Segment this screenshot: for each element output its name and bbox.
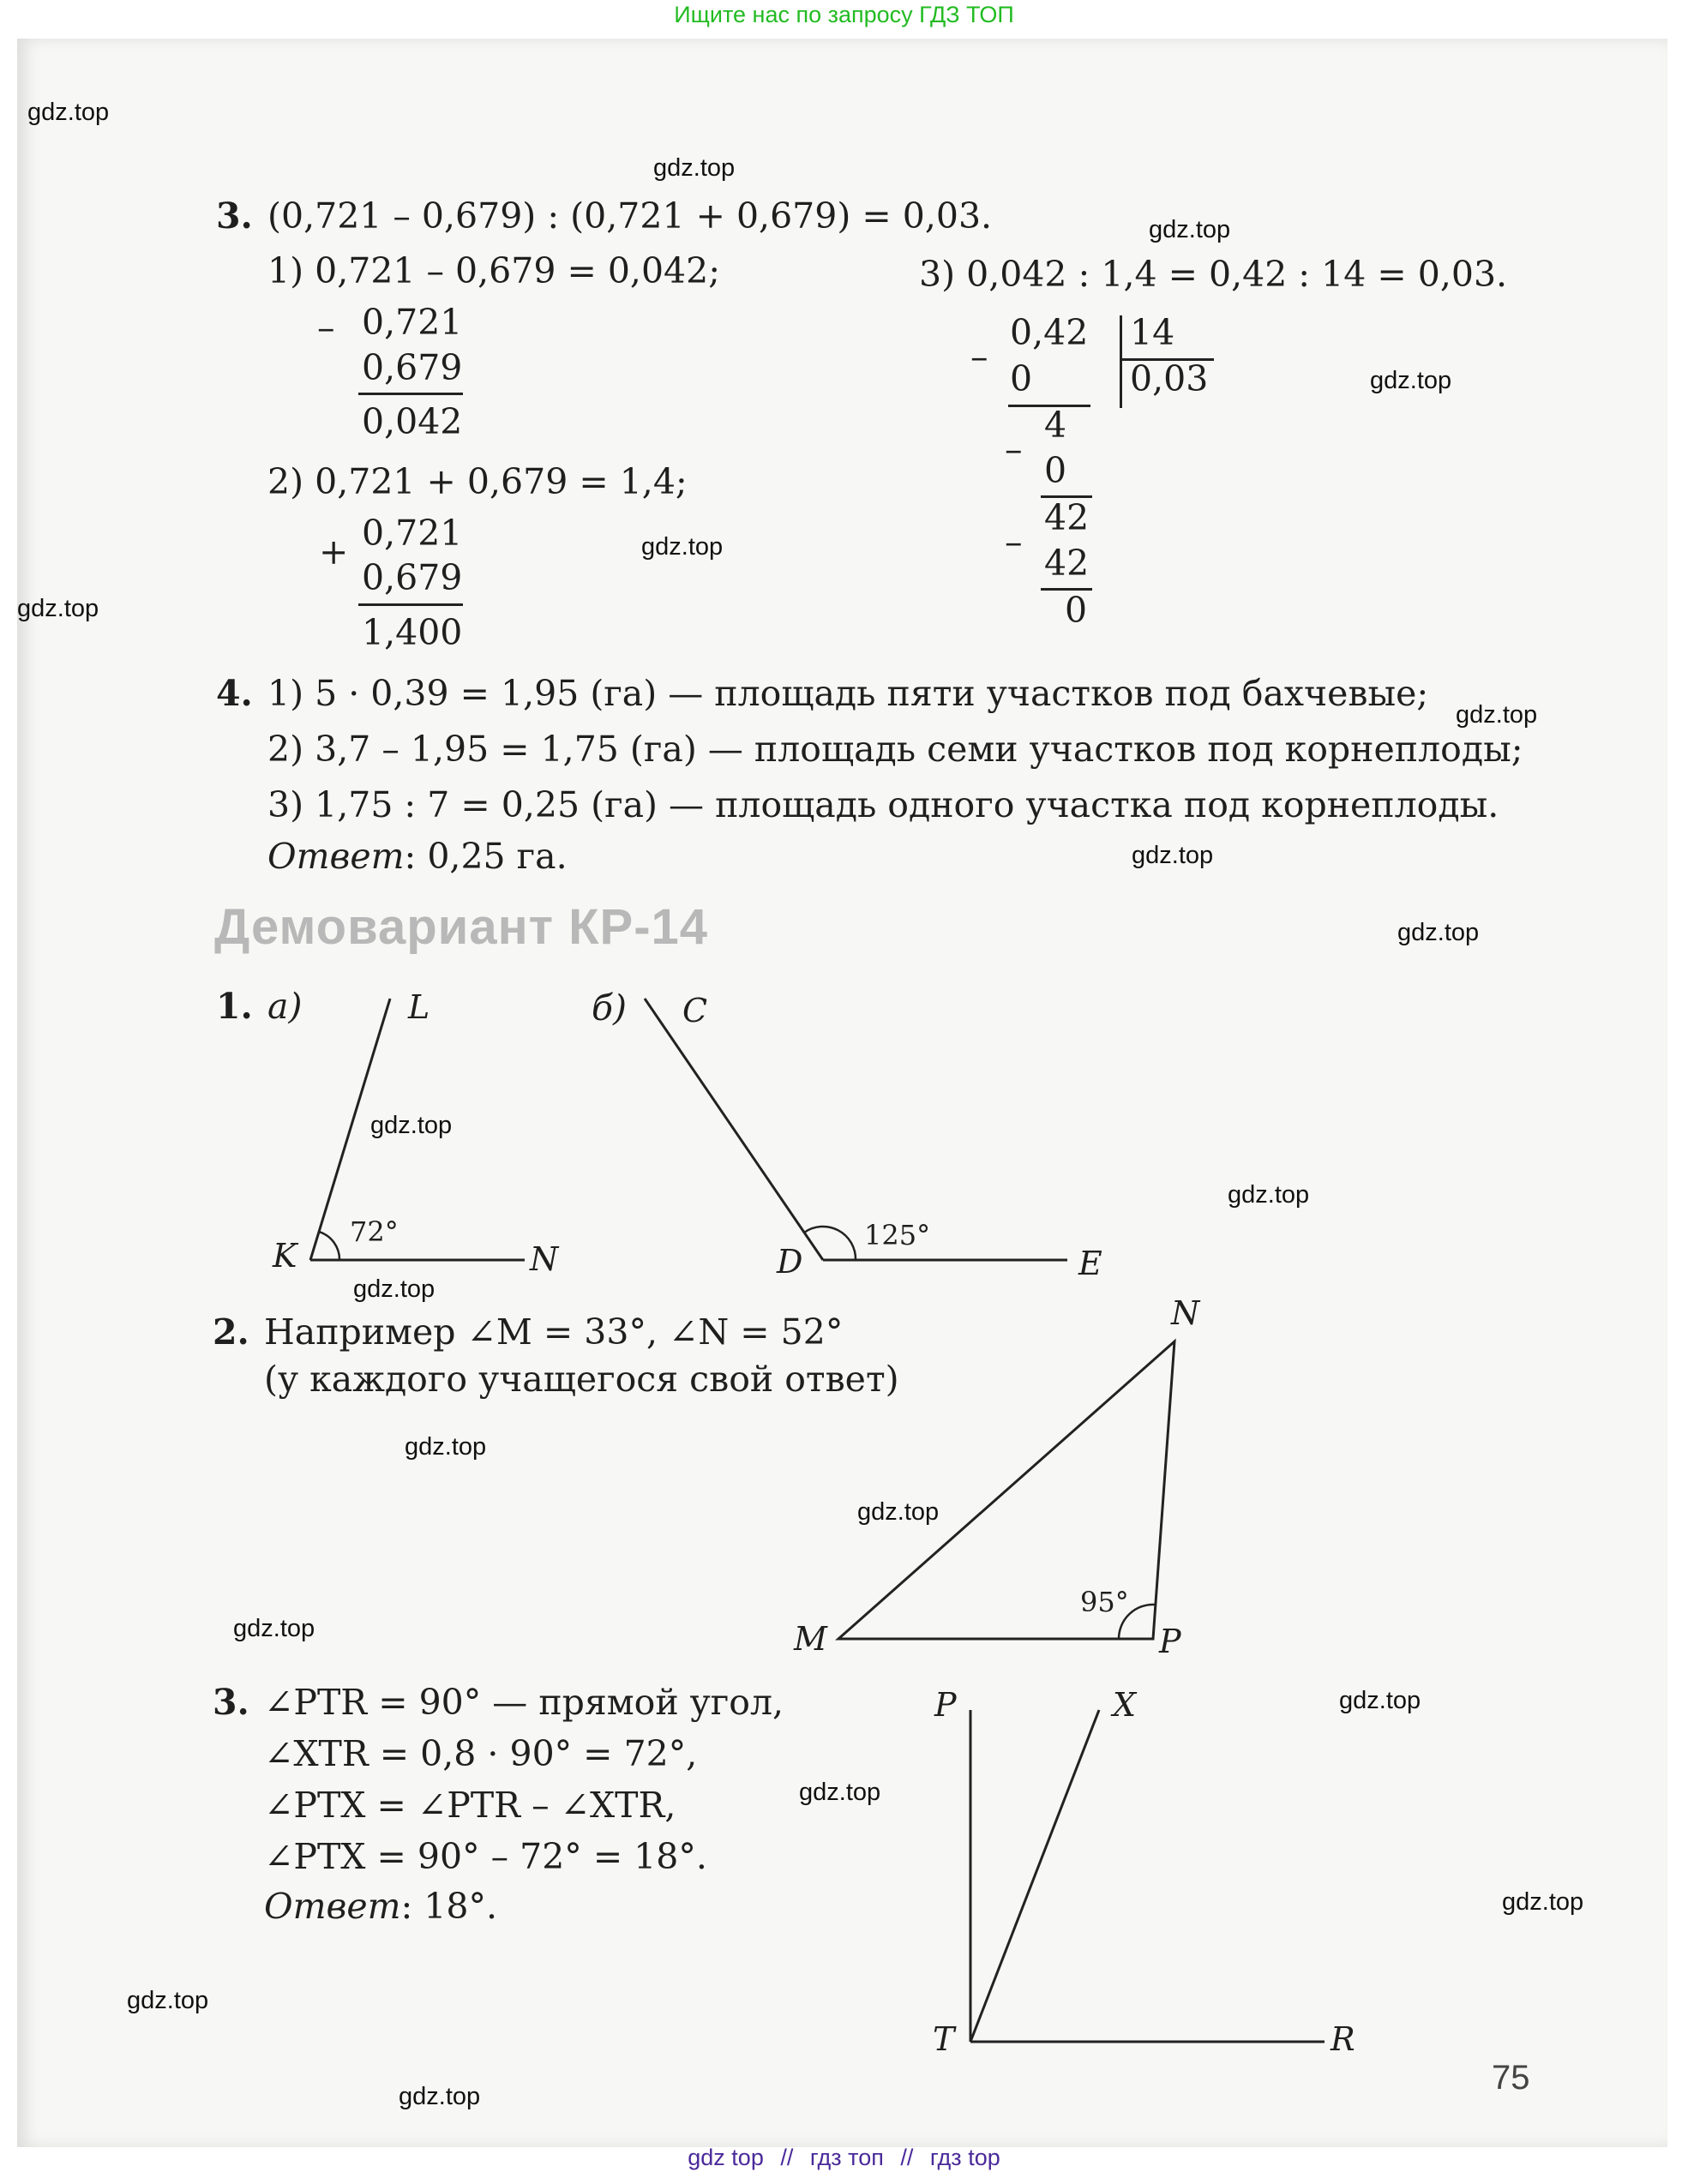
ray-tx: [970, 1710, 1099, 2042]
label-l: L: [408, 988, 430, 1026]
div-divisor: 14: [1130, 312, 1175, 353]
task3-step3: 3) 0,042 : 1,4 = 0,42 : 14 = 0,03.: [919, 254, 1508, 295]
div-row: 0: [1010, 358, 1033, 399]
kr3-line4: ∠PTX = 90° – 72° = 18°.: [264, 1836, 707, 1877]
footer-separator: //: [900, 2145, 914, 2170]
label-c: C: [682, 992, 708, 1029]
kr1-part-b: б): [592, 987, 628, 1029]
label-m: M: [794, 1620, 827, 1658]
div-row: 0: [1044, 450, 1067, 491]
top-banner[interactable]: Ищите нас по запросу ГДЗ ТОП: [674, 2, 1014, 27]
footer-link[interactable]: gdz top: [688, 2145, 764, 2170]
task4-line1: 1) 5 · 0,39 = 1,95 (га) — площадь пяти участков под бахчевые;: [267, 673, 1429, 714]
answer-value: : 18°.: [400, 1886, 498, 1927]
label-p: P: [934, 1686, 957, 1724]
add-result: 1,400: [362, 612, 463, 653]
label-x: X: [1113, 1686, 1137, 1724]
watermark: gdz.top: [399, 2083, 481, 2110]
kr3-line1: ∠PTR = 90° — прямой угол,: [264, 1682, 784, 1723]
task3-step2: 2) 0,721 + 0,679 = 1,4;: [267, 461, 688, 502]
watermark: gdz.top: [857, 1498, 940, 1526]
watermark: gdz.top: [641, 533, 724, 561]
footer-link[interactable]: гдз топ: [809, 2145, 884, 2170]
kr3-line3: ∠PTX = ∠PTR – ∠XTR,: [264, 1785, 676, 1826]
kr2-text1: Например ∠M = 33°, ∠N = 52°: [264, 1311, 844, 1353]
angle-value-p: 95°: [1080, 1586, 1129, 1618]
kr3-line2: ∠XTR = 0,8 · 90° = 72°,: [264, 1733, 698, 1774]
div-row: 0: [1065, 590, 1088, 631]
watermark: gdz.top: [1370, 367, 1452, 394]
div-minus: –: [1005, 429, 1023, 470]
task3-step1: 1) 0,721 – 0,679 = 0,042;: [267, 250, 721, 291]
kr3-answer: [264, 1886, 497, 1927]
label-n: N: [530, 1240, 559, 1278]
kr3-number: 3.: [213, 1682, 249, 1723]
footer-link[interactable]: гдз top: [929, 2145, 1000, 2170]
angle-arc-k: [319, 1232, 339, 1260]
div-quotient: 0,03: [1130, 358, 1209, 399]
sub-sign: –: [317, 307, 335, 348]
label-k: K: [273, 1237, 297, 1275]
label-e: E: [1078, 1245, 1102, 1282]
sub-result: 0,042: [362, 401, 463, 442]
watermark: gdz.top: [1132, 842, 1214, 869]
div-minus: –: [1005, 521, 1023, 562]
section-title: Демовариант КР-14: [214, 899, 709, 955]
footer-separator: //: [780, 2145, 794, 2170]
task4-number: 4.: [216, 673, 253, 714]
watermark: gdz.top: [1502, 1888, 1584, 1916]
add-sign: +: [319, 531, 349, 573]
page-number: 75: [1492, 2059, 1530, 2097]
watermark: gdz.top: [353, 1275, 436, 1303]
label-d: D: [777, 1243, 803, 1281]
kr1-number: 1.: [216, 986, 253, 1027]
footer-links: [0, 2145, 1688, 2171]
div-row: 42: [1044, 497, 1090, 538]
div-dividend: 0,42: [1010, 312, 1089, 353]
watermark: gdz.top: [370, 1112, 453, 1139]
watermark: gdz.top: [799, 1779, 881, 1806]
label-n: N: [1171, 1294, 1200, 1332]
watermark: gdz.top: [27, 99, 110, 126]
task4-line3: 3) 1,75 : 7 = 0,25 (га) — площадь одного участка под корнеплоды.: [267, 784, 1499, 825]
sub-operand-b: 0,679: [362, 347, 463, 388]
angle-value-d: 125°: [864, 1219, 931, 1251]
watermark: gdz.top: [127, 1987, 209, 2014]
watermark: gdz.top: [1456, 701, 1538, 729]
task4-line2: 2) 3,7 – 1,95 = 1,75 (га) — площадь семи участков под корнеплоды;: [267, 729, 1523, 770]
watermark: gdz.top: [1228, 1181, 1310, 1209]
answer-label: Ответ: [267, 836, 405, 877]
label-r: R: [1331, 2020, 1355, 2058]
watermark: gdz.top: [1339, 1687, 1421, 1714]
watermark: gdz.top: [405, 1433, 487, 1461]
watermark: gdz.top: [233, 1615, 315, 1642]
kr2-number: 2.: [213, 1311, 249, 1353]
answer-label: Ответ: [264, 1886, 401, 1927]
add-operand-b: 0,679: [362, 557, 463, 598]
watermark: gdz.top: [1397, 919, 1480, 946]
sub-operand-a: 0,721: [362, 302, 463, 343]
div-minus: –: [970, 336, 988, 377]
task3-expression: (0,721 – 0,679) : (0,721 + 0,679) = 0,03.: [267, 195, 993, 237]
div-row: 42: [1044, 543, 1090, 584]
watermark: gdz.top: [1149, 216, 1231, 243]
answer-value: : 0,25 га.: [404, 836, 568, 877]
add-operand-a: 0,721: [362, 513, 463, 554]
label-p: P: [1159, 1623, 1181, 1660]
kr1-part-a: а): [267, 986, 303, 1027]
kr2-text2: (у каждого учащегося свой ответ): [264, 1359, 899, 1400]
watermark: gdz.top: [653, 154, 736, 182]
angle-value-k: 72°: [350, 1215, 399, 1248]
watermark: gdz.top: [17, 595, 99, 622]
div-row: 4: [1044, 405, 1067, 446]
label-t: T: [933, 2020, 955, 2058]
ray-dc: [645, 999, 823, 1260]
task3-number: 3.: [216, 195, 253, 237]
